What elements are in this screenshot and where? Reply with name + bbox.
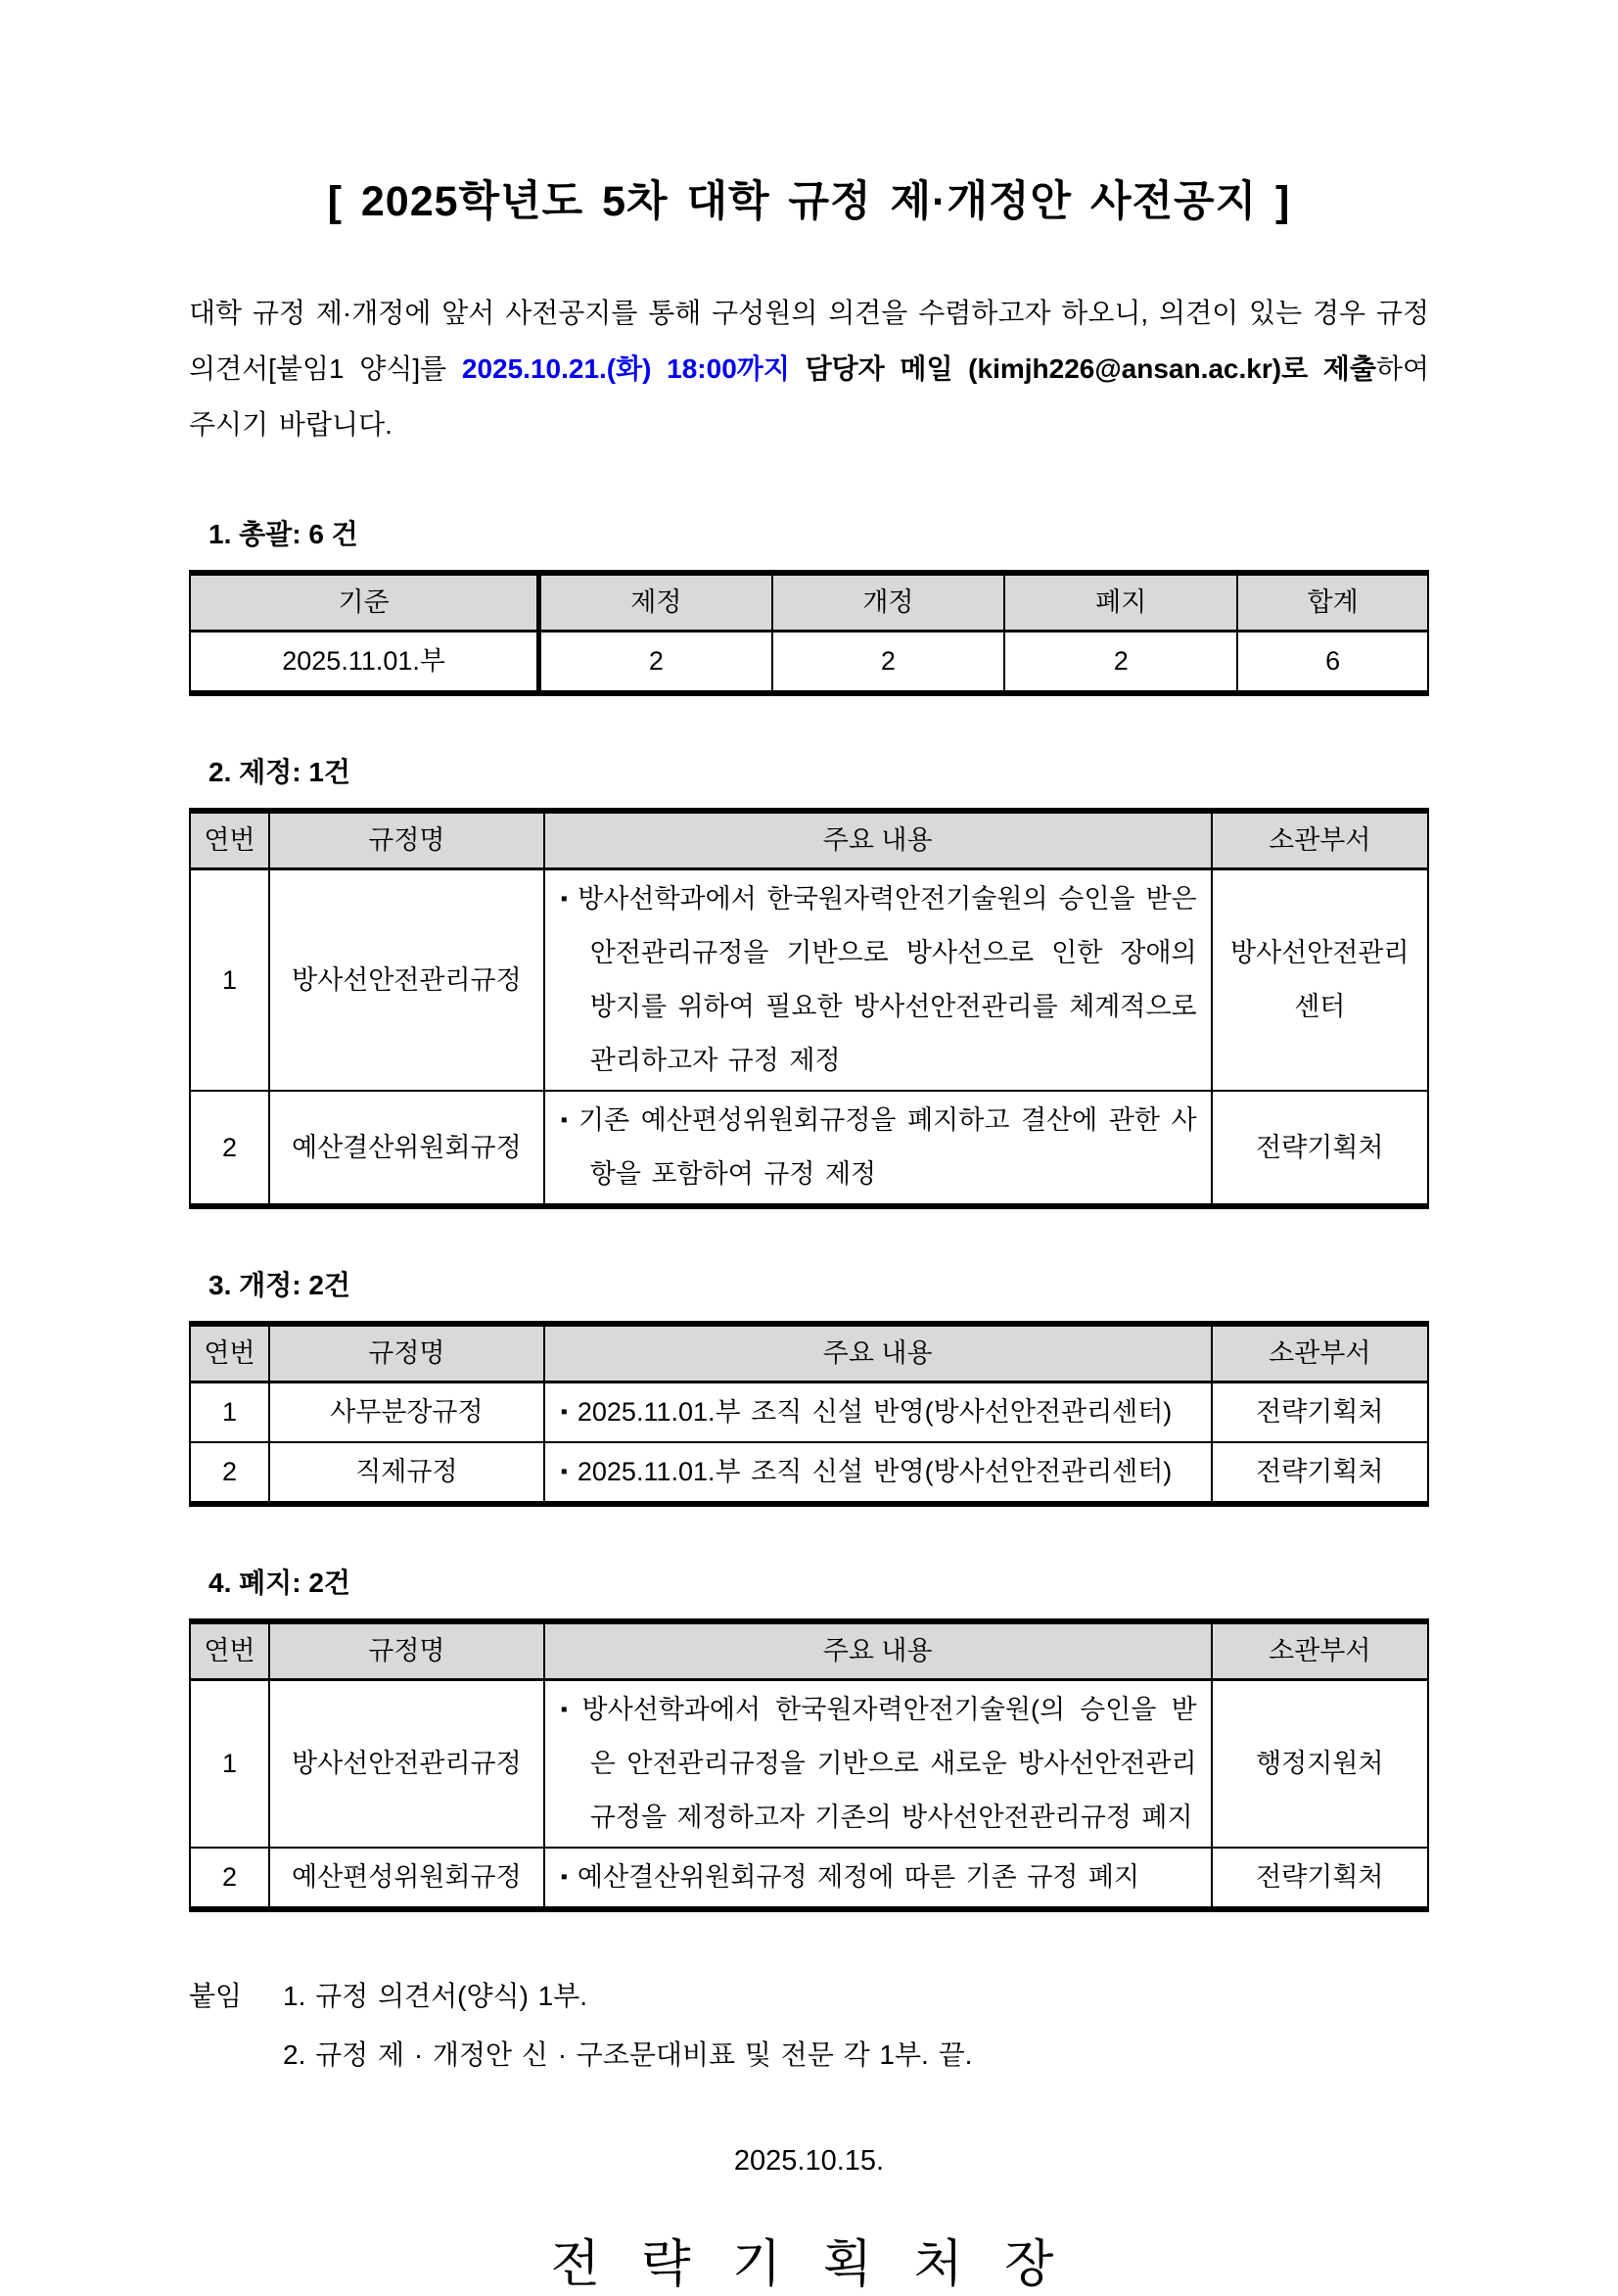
main-content [544,1382,1212,1443]
attachments-list [283,1967,972,2085]
main-content-text: 기존 예산편성위원회규정을 폐지하고 결산에 관한 사항을 포함하여 규정 제정 [578,1105,1197,1189]
col-no: 연번 [190,1621,269,1680]
enactment-table [189,808,1429,1209]
attachment-item: 2. 규정 제 · 개정안 신 · 구조문대비표 및 전문 각 1부. 끝. [283,2039,973,2070]
summary-col-amend: 개정 [772,573,1005,632]
main-content [544,1442,1212,1504]
bullet-icon: ▪ [560,1699,573,1720]
intro-lead-text: 대학 규정 제·개정에 앞서 사전공지를 통해 구성원의 의견을 수렴하고자 하오니, 의견이 있는 경우 규정 의견서[붙임1 양식]를 [189,298,1429,384]
enactment-header-row [190,811,1428,869]
regulation-name: 방사선안전관리규정 [269,1680,544,1849]
department: 전략기획처 [1212,1442,1428,1504]
summary-col-total: 합계 [1237,573,1428,632]
page-title: [ 2025학년도 5차 대학 규정 제·개정안 사전공지 ] [327,178,1291,225]
summary-amend-count: 2 [772,632,1005,694]
bullet-icon: ▪ [560,1401,568,1423]
amendment-table [189,1321,1429,1507]
enactment-heading: 2. 제정: 1건 [208,757,350,787]
col-department: 소관부서 [1212,811,1428,869]
abolition-header-row [190,1621,1428,1680]
regulation-name: 예산편성위원회규정 [269,1848,544,1909]
summary-heading: 1. 총괄: 6 건 [208,519,358,549]
department: 방사선안전관리 센터 [1212,869,1428,1092]
table-row [190,869,1428,1092]
bullet-icon: ▪ [560,1866,568,1888]
summary-col-abolish: 폐지 [1004,573,1237,632]
attachments-label: 붙임 [189,1981,243,2011]
bullet-icon: ▪ [560,1109,569,1131]
row-no: 1 [190,869,269,1092]
bullet-icon: ▪ [560,1461,568,1482]
submit-email-text: 담당자 메일 (kimjh226@ansan.ac.kr)로 제출 [805,353,1376,384]
abolition-section [189,1562,1429,1912]
summary-table [189,570,1429,696]
main-content-text: 방사선학과에서 한국원자력안전기술원의 승인을 받은 안전관리규정을 기반으로 방사선으로 인한 장애의 방지를 위하여 필요한 방사선안전관리를 체계적으로 관리하고자 규정 제정 [578,884,1197,1075]
summary-enact-count: 2 [539,632,772,694]
table-row [190,1091,1428,1206]
col-main-content: 주요 내용 [544,1324,1212,1382]
intro-paragraph [189,285,1429,452]
table-row [190,1848,1428,1909]
main-content-text: 2025.11.01.부 조직 신설 반영(방사선안전관리센터) [577,1397,1173,1427]
department: 행정지원처 [1212,1680,1428,1849]
regulation-name: 직제규정 [269,1442,544,1504]
regulation-name: 방사선안전관리규정 [269,869,544,1092]
signature-title: 전 략 기 획 처 장 [550,2236,1068,2293]
main-content-text: 2025.11.01.부 조직 신설 반영(방사선안전관리센터) [577,1457,1173,1486]
summary-section [189,513,1429,696]
row-no: 2 [190,1442,269,1504]
col-no: 연번 [190,811,269,869]
abolition-table [189,1618,1429,1912]
col-main-content: 주요 내용 [544,1621,1212,1680]
abolition-heading: 4. 폐지: 2건 [208,1568,350,1598]
summary-basis-value: 2025.11.01.부 [190,632,539,694]
department: 전략기획처 [1212,1382,1428,1443]
department: 전략기획처 [1212,1848,1428,1909]
col-regulation-name: 규정명 [269,811,544,869]
amendment-header-row [190,1324,1428,1382]
col-department: 소관부서 [1212,1324,1428,1382]
main-content-text: 방사선학과에서 한국원자력안전기술원(의 승인을 받은 안전관리규정을 기반으로 새로운 방사선안전관리규정을 제정하고자 기존의 방사선안전관리규정 폐지 [581,1695,1197,1832]
intro-tail-text: 하여 주시기 바랍니다. [189,353,1430,440]
summary-col-basis: 기준 [190,573,539,632]
table-row [190,1382,1428,1443]
col-regulation-name: 규정명 [269,1324,544,1382]
row-no: 1 [190,1680,269,1849]
summary-abolish-count: 2 [1004,632,1237,694]
regulation-name: 예산결산위원회규정 [269,1091,544,1206]
department: 전략기획처 [1212,1091,1428,1206]
attachment-item: 1. 규정 의견서(양식) 1부. [283,1981,588,2011]
table-row [190,1680,1428,1849]
col-main-content: 주요 내용 [544,811,1212,869]
col-department: 소관부서 [1212,1621,1428,1680]
regulation-name: 사무분장규정 [269,1382,544,1443]
row-no: 1 [190,1382,269,1443]
row-no: 2 [190,1091,269,1206]
table-row [190,1442,1428,1504]
intro-separator [790,353,806,384]
summary-total-count: 6 [1237,632,1428,694]
main-content [544,1680,1212,1849]
row-no: 2 [190,1848,269,1909]
main-content [544,1091,1212,1206]
amendment-section [189,1264,1429,1507]
bullet-icon: ▪ [560,888,569,910]
document-date: 2025.10.15. [733,2145,885,2177]
deadline-text: 2025.10.21.(화) 18:00까지 [461,353,790,384]
col-regulation-name: 규정명 [269,1621,544,1680]
summary-header-row [190,573,1428,632]
main-content-text: 예산결산위원회규정 제정에 따른 기존 규정 폐지 [577,1862,1140,1892]
attachments-block [189,1967,1429,2085]
col-no: 연번 [190,1324,269,1382]
summary-data-row [190,632,1428,694]
amendment-heading: 3. 개정: 2건 [208,1270,350,1300]
enactment-section [189,751,1429,1209]
summary-col-enact: 제정 [539,573,772,632]
main-content [544,869,1212,1092]
main-content [544,1848,1212,1909]
